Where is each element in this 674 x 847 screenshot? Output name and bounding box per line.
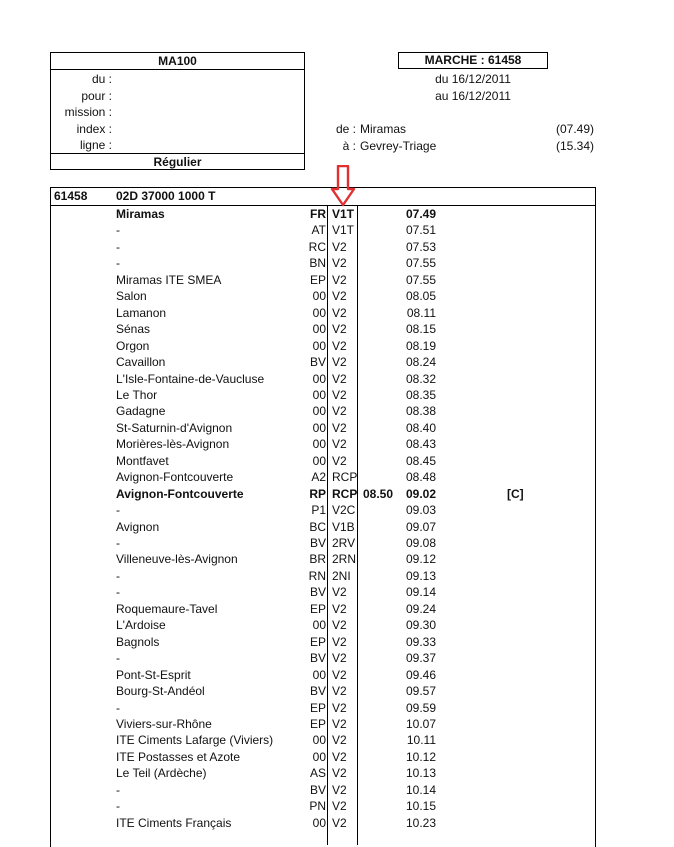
track-code: V2C: [332, 503, 356, 518]
track-code: V2: [332, 618, 347, 633]
departure-time: 08.15: [405, 322, 436, 337]
station-name: Avignon-Fontcouverte: [116, 486, 244, 501]
station-name: -: [116, 585, 120, 600]
destination-time: (15.34): [555, 139, 594, 153]
table-row: [50, 716, 596, 733]
table-row: [50, 650, 596, 667]
track-code: 2RV: [332, 536, 356, 550]
station-name: Gadagne: [116, 404, 166, 419]
track-code: RCP: [332, 470, 358, 485]
station-name: St-Saturnin-d'Avignon: [116, 420, 233, 435]
table-row: [50, 683, 596, 700]
track-code: V2: [332, 371, 347, 386]
table-row: [50, 765, 596, 782]
departure-time: 10.11: [406, 733, 436, 748]
departure-time: 08.48: [405, 470, 436, 485]
destination-station: Gevrey-Triage: [360, 139, 437, 153]
departure-time: 08.11: [406, 305, 436, 320]
station-code: 00: [312, 404, 326, 419]
track-code: V2: [332, 322, 347, 337]
station-code: PN: [309, 799, 326, 814]
start-date: du 16/12/2011: [435, 72, 511, 86]
table-row: [50, 815, 596, 832]
departure-time: 09.46: [405, 667, 436, 682]
track-code: V2: [332, 239, 347, 254]
track-code: V2: [332, 651, 347, 666]
departure-time: 08.24: [405, 355, 436, 370]
station-name: Orgon: [116, 338, 150, 353]
track-code: V1T: [332, 223, 355, 238]
departure-time: 09.12: [405, 552, 436, 567]
departure-time: 09.30: [405, 618, 436, 633]
departure-time: 07.49: [405, 207, 436, 221]
field-du-label: du :: [91, 72, 112, 86]
departure-time: 10.12: [405, 749, 436, 764]
station-code: EP: [309, 272, 326, 287]
track-code: V2: [332, 387, 347, 402]
station-name: Miramas: [116, 207, 165, 221]
station-name: L'Isle-Fontaine-de-Vaucluse: [116, 371, 265, 386]
station-name: -: [116, 700, 120, 715]
departure-time: 09.24: [405, 601, 436, 616]
station-code: 00: [312, 338, 326, 353]
table-row: [50, 387, 596, 404]
departure-time: 09.57: [405, 684, 436, 699]
track-code: V2: [332, 733, 347, 748]
departure-time: 08.40: [405, 420, 436, 435]
station-code: RC: [308, 239, 326, 254]
departure-time: 10.14: [405, 782, 436, 797]
track-code: V2: [332, 289, 347, 304]
table-row: [50, 502, 596, 519]
table-row: [50, 700, 596, 717]
station-name: L'Ardoise: [116, 618, 166, 633]
station-name: Le Thor: [116, 387, 158, 402]
track-code: V2: [332, 256, 347, 271]
station-name: Salon: [116, 289, 147, 304]
departure-time: 09.08: [405, 536, 436, 550]
station-name: Morières-lès-Avignon: [116, 437, 230, 452]
departure-time: 08.19: [405, 338, 436, 353]
table-row: [50, 403, 596, 420]
table-row: [50, 222, 596, 239]
station-name: ITE Postasses et Azote: [116, 749, 241, 764]
station-code: BR: [309, 552, 326, 567]
station-code: 00: [312, 437, 326, 452]
station-name: Cavaillon: [116, 355, 166, 370]
station-code: AS: [309, 766, 326, 781]
station-code: EP: [309, 634, 326, 649]
table-row: [50, 535, 596, 552]
track-code: V2: [332, 634, 347, 649]
marche-number-box: MARCHE : 61458: [398, 52, 548, 69]
station-code: EP: [309, 716, 326, 731]
table-row: [50, 798, 596, 815]
station-code: 00: [312, 453, 326, 468]
train-number: 61458: [54, 189, 88, 203]
station-code: 00: [312, 305, 326, 320]
track-code: V2: [332, 305, 347, 320]
station-name: -: [116, 223, 120, 238]
station-name: -: [116, 651, 120, 666]
station-name: Le Teil (Ardèche): [116, 766, 207, 781]
table-row: [50, 453, 596, 470]
station-name: -: [116, 256, 120, 271]
station-name: -: [116, 536, 120, 550]
station-name: ITE Ciments Lafarge (Viviers): [116, 733, 274, 748]
station-name: Avignon-Fontcouverte: [116, 470, 234, 485]
table-row: [50, 371, 596, 388]
track-code: V2: [332, 716, 347, 731]
origin-station: Miramas: [360, 122, 407, 136]
departure-time: 08.38: [405, 404, 436, 419]
station-code: BV: [309, 651, 326, 666]
track-code: V2: [332, 766, 347, 781]
table-row: [50, 338, 596, 355]
table-row: [50, 667, 596, 684]
arrival-time: 08.50: [363, 486, 394, 501]
track-code: V2: [332, 453, 347, 468]
track-code: V2: [332, 749, 347, 764]
origin-time: (07.49): [555, 122, 594, 136]
departure-time: 07.55: [405, 272, 436, 287]
field-ligne-label: ligne :: [79, 138, 112, 152]
track-code: V2: [332, 272, 347, 287]
departure-time: 09.37: [405, 651, 436, 666]
table-row: [50, 519, 596, 536]
station-code: RN: [308, 568, 326, 583]
table-row: [50, 732, 596, 749]
station-code: 00: [312, 387, 326, 402]
table-row: [50, 288, 596, 305]
departure-time: 07.55: [405, 256, 436, 271]
track-code: RCP: [332, 486, 358, 501]
row-note: [C]: [507, 486, 524, 501]
station-name: Bourg-St-Andéol: [116, 684, 205, 699]
field-mission-label: mission :: [64, 105, 112, 119]
field-index-label: index :: [76, 122, 112, 136]
track-code: V2: [332, 700, 347, 715]
station-code: 00: [312, 322, 326, 337]
station-code: EP: [309, 601, 326, 616]
table-row: [50, 305, 596, 322]
table-row: [50, 272, 596, 289]
table-row: [50, 634, 596, 651]
track-code: V1T: [332, 207, 355, 221]
departure-time: 08.32: [405, 371, 436, 386]
station-code: BN: [309, 256, 326, 271]
table-row: [50, 486, 596, 503]
station-name: Montfavet: [116, 453, 169, 468]
station-code: 00: [312, 749, 326, 764]
departure-time: 10.15: [405, 799, 436, 814]
departure-time: 09.33: [405, 634, 436, 649]
station-name: Bagnols: [116, 634, 160, 649]
station-name: Miramas ITE SMEA: [116, 272, 222, 287]
station-code: 00: [312, 815, 326, 830]
station-name: -: [116, 782, 120, 797]
station-code: AT: [311, 223, 326, 238]
table-row: [50, 469, 596, 486]
station-name: Lamanon: [116, 305, 167, 320]
track-code: V2: [332, 338, 347, 353]
table-row: [50, 206, 596, 223]
station-code: P1: [311, 503, 326, 518]
station-name: -: [116, 568, 120, 583]
table-row: [50, 584, 596, 601]
table-row: [50, 354, 596, 371]
track-code: V2: [332, 437, 347, 452]
track-code: V2: [332, 684, 347, 699]
departure-time: 10.23: [405, 815, 436, 830]
regime-label: Régulier: [153, 155, 202, 169]
end-date: au 16/12/2011: [435, 89, 511, 103]
table-row: [50, 568, 596, 585]
station-code: EP: [309, 700, 326, 715]
departure-time: 07.53: [405, 239, 436, 254]
track-code: V2: [332, 815, 347, 830]
track-code: V2: [332, 601, 347, 616]
departure-time: 08.35: [405, 387, 436, 402]
station-name: -: [116, 503, 120, 518]
departure-time: 09.02: [405, 486, 436, 501]
table-row: [50, 617, 596, 634]
field-pour-label: pour :: [81, 89, 112, 103]
station-code: BV: [309, 355, 326, 370]
departure-time: 09.07: [405, 519, 436, 534]
departure-time: 08.43: [405, 437, 436, 452]
station-name: Roquemaure-Tavel: [116, 601, 218, 616]
departure-time: 09.14: [405, 585, 436, 600]
departure-time: 09.13: [405, 568, 436, 583]
station-name: Sénas: [116, 322, 151, 337]
table-row: [50, 749, 596, 766]
station-code: 00: [312, 618, 326, 633]
document-title: MA100: [51, 53, 304, 70]
departure-time: 08.45: [405, 453, 436, 468]
station-name: Avignon: [116, 519, 160, 534]
departure-time: 07.51: [405, 223, 436, 238]
table-row: [50, 255, 596, 272]
station-name: -: [116, 239, 120, 254]
track-code: V1B: [332, 519, 355, 534]
track-code: 2NI: [332, 568, 351, 583]
departure-time: 08.05: [405, 289, 436, 304]
track-code: V2: [332, 404, 347, 419]
track-code: 2RN: [332, 552, 357, 567]
train-description: 02D 37000 1000 T: [116, 189, 216, 203]
table-row: [50, 321, 596, 338]
station-code: BV: [309, 684, 326, 699]
station-name: -: [116, 799, 120, 814]
station-code: 00: [312, 667, 326, 682]
station-name: Villeneuve-lès-Avignon: [116, 552, 238, 567]
station-code: 00: [312, 733, 326, 748]
station-code: 00: [312, 371, 326, 386]
station-code: A2: [311, 470, 326, 485]
station-name: Pont-St-Esprit: [116, 667, 191, 682]
table-row: [50, 601, 596, 618]
table-row: [50, 436, 596, 453]
table-row: [50, 551, 596, 568]
track-code: V2: [332, 585, 347, 600]
track-code: V2: [332, 799, 347, 814]
station-code: BV: [309, 585, 326, 600]
table-row: [50, 782, 596, 799]
departure-time: 10.07: [405, 716, 436, 731]
station-code: 00: [312, 289, 326, 304]
station-code: BV: [309, 782, 326, 797]
station-code: RP: [309, 486, 326, 501]
track-code: V2: [332, 355, 347, 370]
station-name: Viviers-sur-Rhône: [116, 716, 212, 731]
track-code: V2: [332, 782, 347, 797]
departure-time: 09.03: [405, 503, 436, 518]
departure-time: 09.59: [405, 700, 436, 715]
track-code: V2: [332, 420, 347, 435]
table-row: [50, 420, 596, 437]
station-code: BV: [309, 536, 326, 550]
departure-time: 10.13: [405, 766, 436, 781]
station-code: 00: [312, 420, 326, 435]
table-row: [50, 239, 596, 256]
station-code: FR: [310, 207, 326, 221]
origin-label: de :: [335, 122, 356, 136]
station-code: BC: [309, 519, 326, 534]
destination-label: à :: [342, 139, 356, 153]
track-code: V2: [332, 667, 347, 682]
station-name: ITE Ciments Français: [116, 815, 232, 830]
red-down-arrow-icon: [330, 165, 356, 207]
